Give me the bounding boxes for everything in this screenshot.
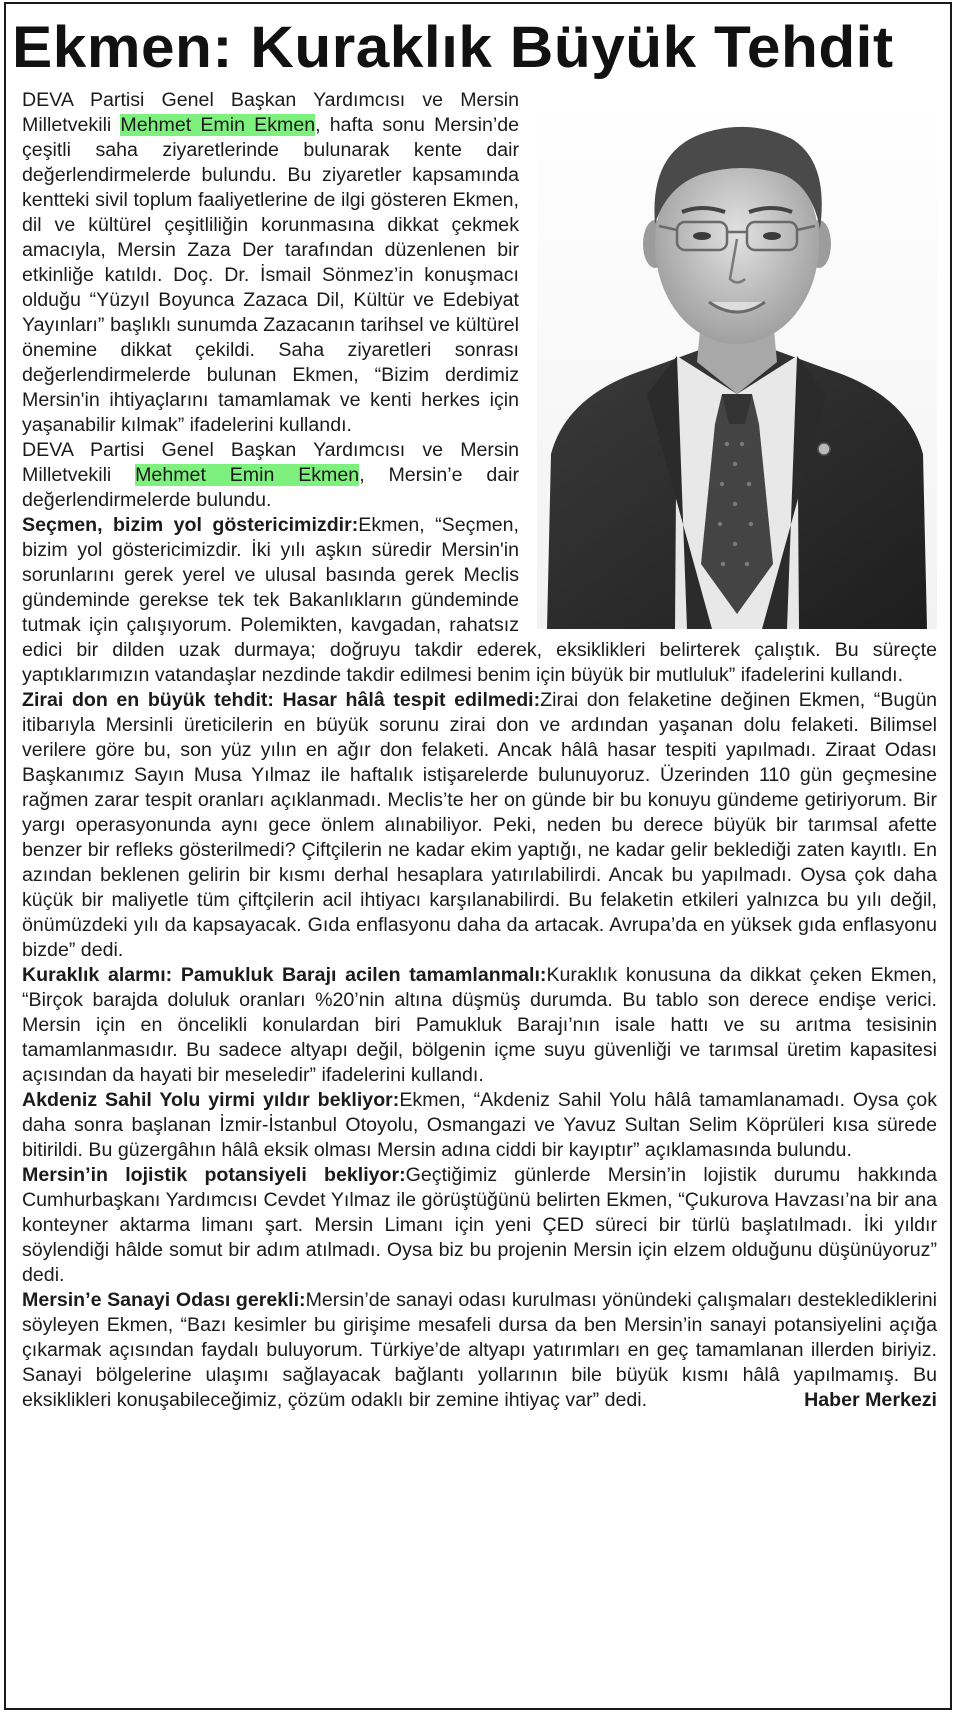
text-drought: Kuraklık konusuna da dikkat çeken Ekmen, “Birçok barajda doluluk oranları %20’nin altına düşmüş durumda. Bu tablo son derece endişe verici. Mersin için en öncelikli konulardan biri Pamukluk Barajı’nın isale hattı ve su arıtma tesisinin tamamlanmasıdır. Bu sadece altyapı değil, bölgenin içme suyu güvenliği ve tarımsal üretim kapasitesi açısından da hayati bir meseledir” ifadelerini kullandı. bbox=[22, 964, 937, 1086]
text-coastal-road: Ekmen, “Akdeniz Sahil Yolu hâlâ tamamlanamadı. Oysa çok daha sonra başlanan İzmir-İstanbul Otoyolu, Osmangazi ve Yavuz Sultan Selim Köprüleri kısa sürede bitirildi. Bu güzergâhın hâlâ eksik olması Mersin adına ciddi bir kayıptır” açıklamasında bulundu. bbox=[22, 1089, 938, 1161]
subheading-logistics: Mersin’in lojistik potansiyeli bekliyor: bbox=[22, 1164, 406, 1186]
subheading-frost: Zirai don en büyük tehdit: Hasar hâlâ tespit edilmedi: bbox=[22, 689, 541, 711]
text-voters: Ekmen, “Seçmen, bizim yol göstericimizdir. İki yılı aşkın süredir Mersin'in sorunlarını gerek yerel ve ulusal basında gerek Meclis gündeminde gerekse tek tek Bakanlıkların gündeminde tutmak için çalışıyorum. Polemikten, kavgadan, rahatsız edici bir dilden uzak durmaya; doğruyu takdir ederek, eksiklikleri belirterek çalıştık. Bu süreçte yaptıklarımızın vatandaşlar nezdinde takdir edilmesi benim için büyük bir mutluluk” ifadelerini kullandı. bbox=[22, 514, 937, 686]
portrait-photo bbox=[537, 94, 937, 629]
article-headline: Ekmen: Kuraklık Büyük Tehdit bbox=[12, 15, 894, 80]
newspaper-clipping bbox=[4, 2, 952, 1710]
paragraph-logistics bbox=[22, 1163, 937, 1288]
article-body bbox=[22, 88, 937, 1413]
intro-text-a: DEVA Partisi Genel Başkan Yardımcısı ve Mersin Milletvekili bbox=[22, 89, 519, 136]
text-logistics: Geçtiğimiz günlerde Mersin’in lojistik durumu hakkında Cumhurbaşkanı Yardımcısı Cevdet Yılmaz ile görüştüğünü belirten Ekmen, “Çukurova Havzası’na bir ana konteyner aktarma limanı şart. Mersin Limanı için yeni ÇED süreci bir türlü başlatılmadı. İki yıldır söylendiği hâlde somut bir adım atılmadı. Oysa biz bu projenin Mersin için elzem olduğunu düşünüyoruz” dedi. bbox=[22, 1164, 937, 1286]
portrait-photo-icon bbox=[537, 94, 937, 629]
highlighted-name: Mehmet Emin Ekmen bbox=[135, 464, 360, 486]
second-text-a: DEVA Partisi Genel Başkan Yardımcısı ve Mersin Milletvekili bbox=[22, 439, 519, 486]
intro-text-b: , hafta sonu Mersin’de çeşitli saha ziyaretlerinde bulunarak kente dair değerlendirmelerde bulundu. Bu ziyaretler kapsamında kentteki sivil toplum faaliyetlerine de ilgi gösteren Ekmen, dil ve kültürel çeşitliliğin korunmasına dikkat çekmek amacıyla, Mersin Zaza Der tarafından düzenlenen bir etkinliğe katıldı. Doç. Dr. İsmail Sönmez’in konuşmacı olduğu “Yüzyıl Boyunca Zazaca Dil, Kültür ve Edebiyat Yayınları” başlıklı sunumda Zazacanın tarihsel ve kültürel önemine dikkat çekildi. Saha ziyaretleri sonrası değerlendirmelerde bulunan Ekmen, “Bizim derdimiz Mersin'in ihtiyaçlarını tamamlamak ve kenti herkes için yaşanabilir kılmak” ifadelerini kullandı. bbox=[22, 114, 520, 436]
subheading-drought: Kuraklık alarmı: Pamukluk Barajı acilen tamamlanmalı: bbox=[22, 964, 547, 986]
paragraph-frost bbox=[22, 688, 937, 963]
text-industry: Mersin’de sanayi odası kurulması yönündeki çalışmaları desteklediklerini söyleyen Ekmen, “Bazı kesimler bu girişime mesafeli dursa da ben Mersin’in sanayi potansiyelini açığa çıkarmak açısından faydalı buluyorum. Türkiye’de altyapı yatırımları en geç tamamlanan illerden biriyiz. Sanayi bölgelerine ulaşımı sağlayacak bağlantı yollarının bile büyük kısmı hâlâ yapılmamış. Bu eksiklikleri konuşabileceğimiz, çözüm odaklı bir zemine ihtiyaç var” dedi. bbox=[22, 1289, 937, 1411]
article-signature: Haber Merkezi bbox=[804, 1389, 937, 1411]
second-text-b: , Mersin’e dair değerlendirmelerde bulundu. bbox=[22, 464, 520, 511]
subheading-coastal-road: Akdeniz Sahil Yolu yirmi yıldır bekliyor: bbox=[22, 1089, 400, 1111]
paragraph-industry bbox=[22, 1288, 937, 1413]
text-frost: Zirai don felaketine değinen Ekmen, “Bugün itibarıyla Mersinli üreticilerin en büyük sorunu zirai don ve ardından yaşanan dolu felaketi. Bilimsel verilere göre bu, son yüz yılın en ağır don felaketi. Ancak hâlâ hasar tespiti yapılmadı. Ziraat Odası Başkanımız Sayın Musa Yılmaz ile haftalık istişarelerde bulunuyoruz. Üzerinden 110 gün geçmesine rağmen zarar tespit oranları açıklanmadı. Meclis’te her on günde bir bu konuyu gündeme getiriyorum. Bir yargı operasyonunda aynı gece önlem alınabiliyor. Peki, neden bu derece büyük bir tarımsal afette benzer bir refleks gösterilmedi? Çiftçilerin ne kadar ekim yaptığı, ne kadar gelir beklediği zaten kayıtlı. En azından beklenen gelirin bir kısmı derhal hesaplara yatırılabilirdi. Ancak bu yapılmadı. Oysa çok daha küçük bir maliyetle tüm çiftçilerin acil ihtiyacı karşılanabilirdi. Bu felaketin etkileri yalnızca bu yılı değil, önümüzdeki yılı da kapsayacak. Gıda enflasyonu daha da artacak. Avrupa’da en yüksek gıda enflasyonu bizde” dedi. bbox=[22, 689, 937, 961]
highlighted-name: Mehmet Emin Ekmen bbox=[120, 114, 316, 136]
paragraph-drought bbox=[22, 963, 937, 1088]
subheading-industry: Mersin’e Sanayi Odası gerekli: bbox=[22, 1289, 306, 1311]
subheading-voters: Seçmen, bizim yol göstericimizdir: bbox=[22, 514, 359, 536]
paragraph-coastal-road bbox=[22, 1088, 937, 1163]
